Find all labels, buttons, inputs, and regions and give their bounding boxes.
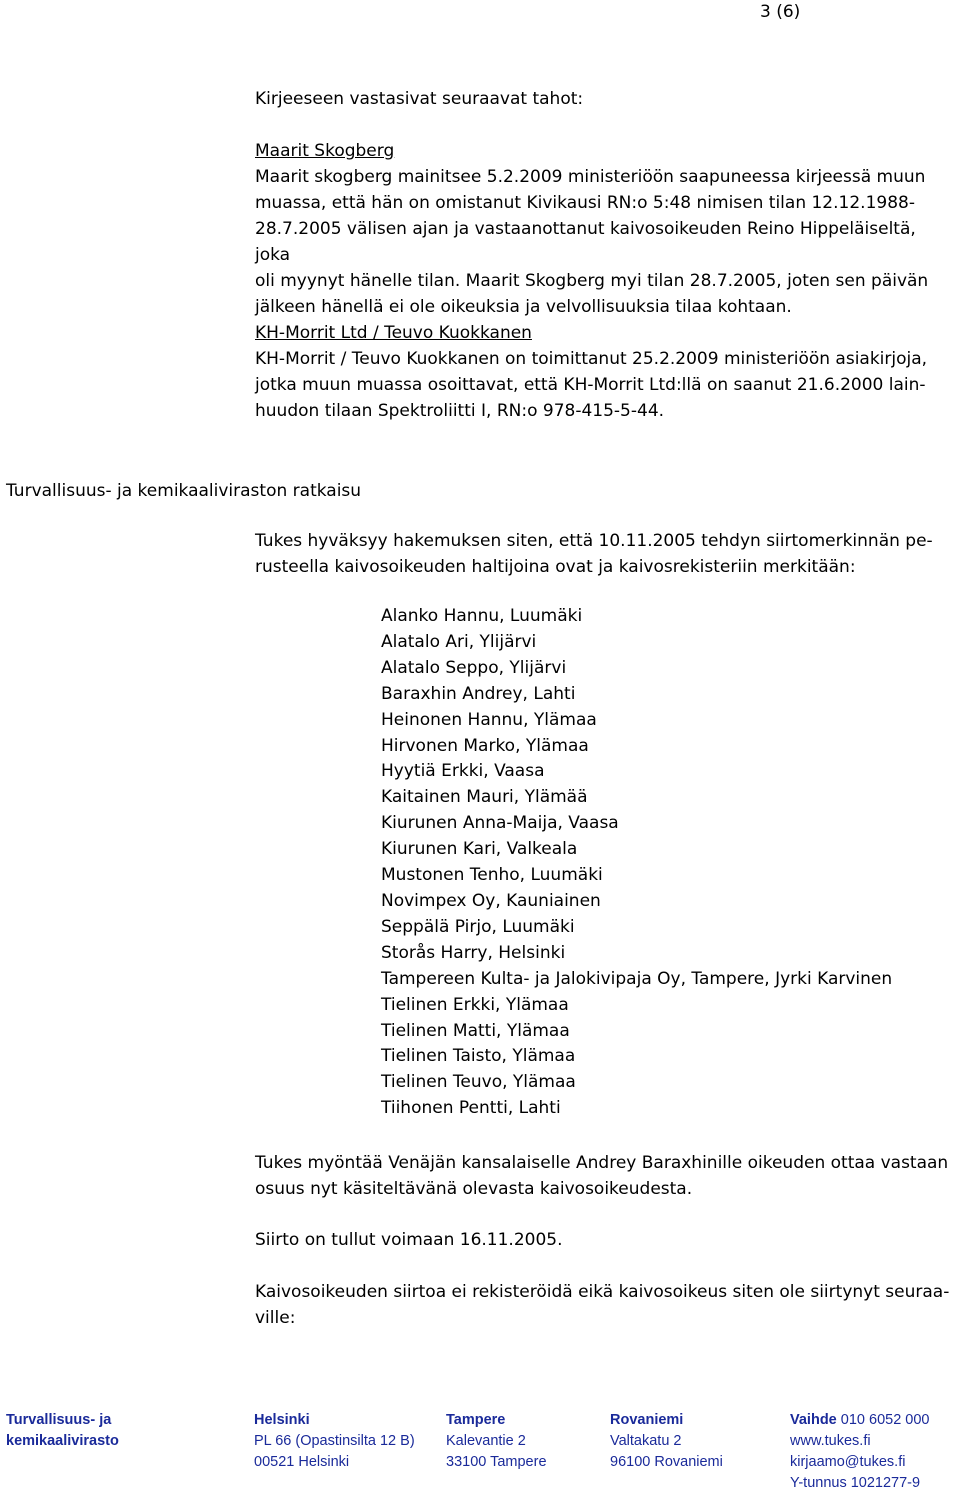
respondent-statement-skogberg bbox=[255, 164, 955, 320]
statement-line: huudon tilaan Spektroliitti I, RN:o 978-415-5-44. bbox=[255, 401, 665, 421]
statement-line: muassa, että hän on omistanut Kivikausi RN:o 5:48 nimisen tilan 12.12.1988- bbox=[255, 193, 915, 213]
not-registered-line: ville: bbox=[255, 1308, 296, 1328]
footer-contact bbox=[790, 1410, 929, 1494]
list-item: Alatalo Ari, Ylijärvi bbox=[381, 631, 537, 652]
footer-business-id: Y-tunnus 1021277-9 bbox=[790, 1475, 921, 1491]
list-item: Baraxhin Andrey, Lahti bbox=[381, 683, 576, 704]
footer-phone-label: Vaihde bbox=[790, 1412, 837, 1428]
footer-tampere bbox=[446, 1410, 547, 1473]
statement-line: jotka muun muassa osoittavat, että KH-Morrit Ltd:llä on saanut 21.6.2000 lain- bbox=[255, 375, 926, 395]
intro-text: Kirjeeseen vastasivat seuraavat tahot: bbox=[255, 89, 584, 109]
footer-website-link[interactable]: www.tukes.fi bbox=[790, 1433, 871, 1449]
list-item: Heinonen Hannu, Ylämaa bbox=[381, 709, 597, 730]
footer-address-line: 00521 Helsinki bbox=[254, 1454, 350, 1470]
list-item: Tiihonen Pentti, Lahti bbox=[381, 1098, 561, 1119]
permit-line: osuus nyt käsiteltävänä olevasta kaivosoikeudesta. bbox=[255, 1179, 693, 1199]
statement-line: KH-Morrit / Teuvo Kuokkanen on toimittanut 25.2.2009 ministeriöön asiakirjoja, bbox=[255, 349, 928, 369]
holders-list bbox=[381, 604, 892, 1122]
list-item: Hyytiä Erkki, Vaasa bbox=[381, 761, 545, 782]
list-item: Mustonen Tenho, Luumäki bbox=[381, 865, 603, 886]
permit-paragraph bbox=[255, 1150, 955, 1202]
list-item: Alatalo Seppo, Ylijärvi bbox=[381, 657, 567, 678]
respondent-statement-khmorrit bbox=[255, 346, 955, 424]
respondent-heading-khmorrit: KH-Morrit Ltd / Teuvo Kuokkanen bbox=[255, 323, 532, 343]
list-item: Storås Harry, Helsinki bbox=[381, 942, 566, 963]
footer-office-name: Tampere bbox=[446, 1412, 506, 1428]
footer-address-line: Kalevantie 2 bbox=[446, 1433, 526, 1449]
statement-line: jälkeen hänellä ei ole oikeuksia ja velvollisuuksia tilaa kohtaan. bbox=[255, 297, 792, 317]
footer-agency-line: Turvallisuus- ja bbox=[6, 1412, 112, 1428]
not-registered-paragraph bbox=[255, 1279, 955, 1331]
decision-line: Tukes hyväksyy hakemuksen siten, että 10.11.2005 tehdyn siirtomerkinnän pe- bbox=[255, 531, 933, 551]
effective-paragraph: Siirto on tullut voimaan 16.11.2005. bbox=[255, 1230, 563, 1250]
page-number: 3 (6) bbox=[760, 2, 801, 22]
footer-address-line: Valtakatu 2 bbox=[610, 1433, 682, 1449]
footer-helsinki bbox=[254, 1410, 415, 1473]
list-item: Tampereen Kulta- ja Jalokivipaja Oy, Tampere, Jyrki Karvinen bbox=[381, 968, 893, 989]
list-item: Novimpex Oy, Kauniainen bbox=[381, 890, 601, 911]
footer-email-link[interactable]: kirjaamo@tukes.fi bbox=[790, 1454, 906, 1470]
footer-address-line: 96100 Rovaniemi bbox=[610, 1454, 723, 1470]
respondent-heading-skogberg: Maarit Skogberg bbox=[255, 141, 395, 161]
list-item: Alanko Hannu, Luumäki bbox=[381, 606, 583, 626]
footer-address-line: PL 66 (Opastinsilta 12 B) bbox=[254, 1433, 415, 1449]
footer-agency-line: kemikaalivirasto bbox=[6, 1433, 119, 1449]
footer-agency bbox=[6, 1410, 119, 1452]
list-item: Kiurunen Anna-Maija, Vaasa bbox=[381, 813, 619, 834]
list-item: Kaitainen Mauri, Ylämää bbox=[381, 787, 588, 808]
permit-line: Tukes myöntää Venäjän kansalaiselle Andrey Baraxhinille oikeuden ottaa vastaan bbox=[255, 1153, 949, 1173]
statement-line: 28.7.2005 välisen ajan ja vastaanottanut kaivosoikeuden Reino Hippeläiseltä, joka bbox=[255, 219, 916, 265]
footer-office-name: Rovaniemi bbox=[610, 1412, 684, 1428]
list-item: Tielinen Taisto, Ylämaa bbox=[381, 1046, 576, 1067]
list-item: Seppälä Pirjo, Luumäki bbox=[381, 916, 575, 937]
footer-rovaniemi bbox=[610, 1410, 723, 1473]
list-item: Tielinen Matti, Ylämaa bbox=[381, 1020, 570, 1041]
footer-phone bbox=[790, 1410, 929, 1431]
list-item: Kiurunen Kari, Valkeala bbox=[381, 839, 578, 860]
not-registered-line: Kaivosoikeuden siirtoa ei rekisteröidä eikä kaivosoikeus siten ole siirtynyt seuraa- bbox=[255, 1282, 950, 1302]
footer-phone-number[interactable]: 010 6052 000 bbox=[840, 1412, 930, 1428]
decision-heading: Turvallisuus- ja kemikaaliviraston ratkaisu bbox=[6, 481, 362, 501]
statement-line: Maarit skogberg mainitsee 5.2.2009 ministeriöön saapuneessa kirjeessä muun bbox=[255, 167, 926, 187]
list-item: Tielinen Teuvo, Ylämaa bbox=[381, 1072, 576, 1093]
list-item: Hirvonen Marko, Ylämaa bbox=[381, 735, 589, 756]
footer-address-line: 33100 Tampere bbox=[446, 1454, 547, 1470]
statement-line: oli myynyt hänelle tilan. Maarit Skogberg myi tilan 28.7.2005, joten sen päivän bbox=[255, 271, 929, 291]
decision-line: rusteella kaivosoikeuden haltijoina ovat ja kaivosrekisteriin merkitään: bbox=[255, 557, 856, 577]
list-item: Tielinen Erkki, Ylämaa bbox=[381, 994, 569, 1015]
decision-text bbox=[255, 528, 955, 580]
footer-office-name: Helsinki bbox=[254, 1412, 310, 1428]
